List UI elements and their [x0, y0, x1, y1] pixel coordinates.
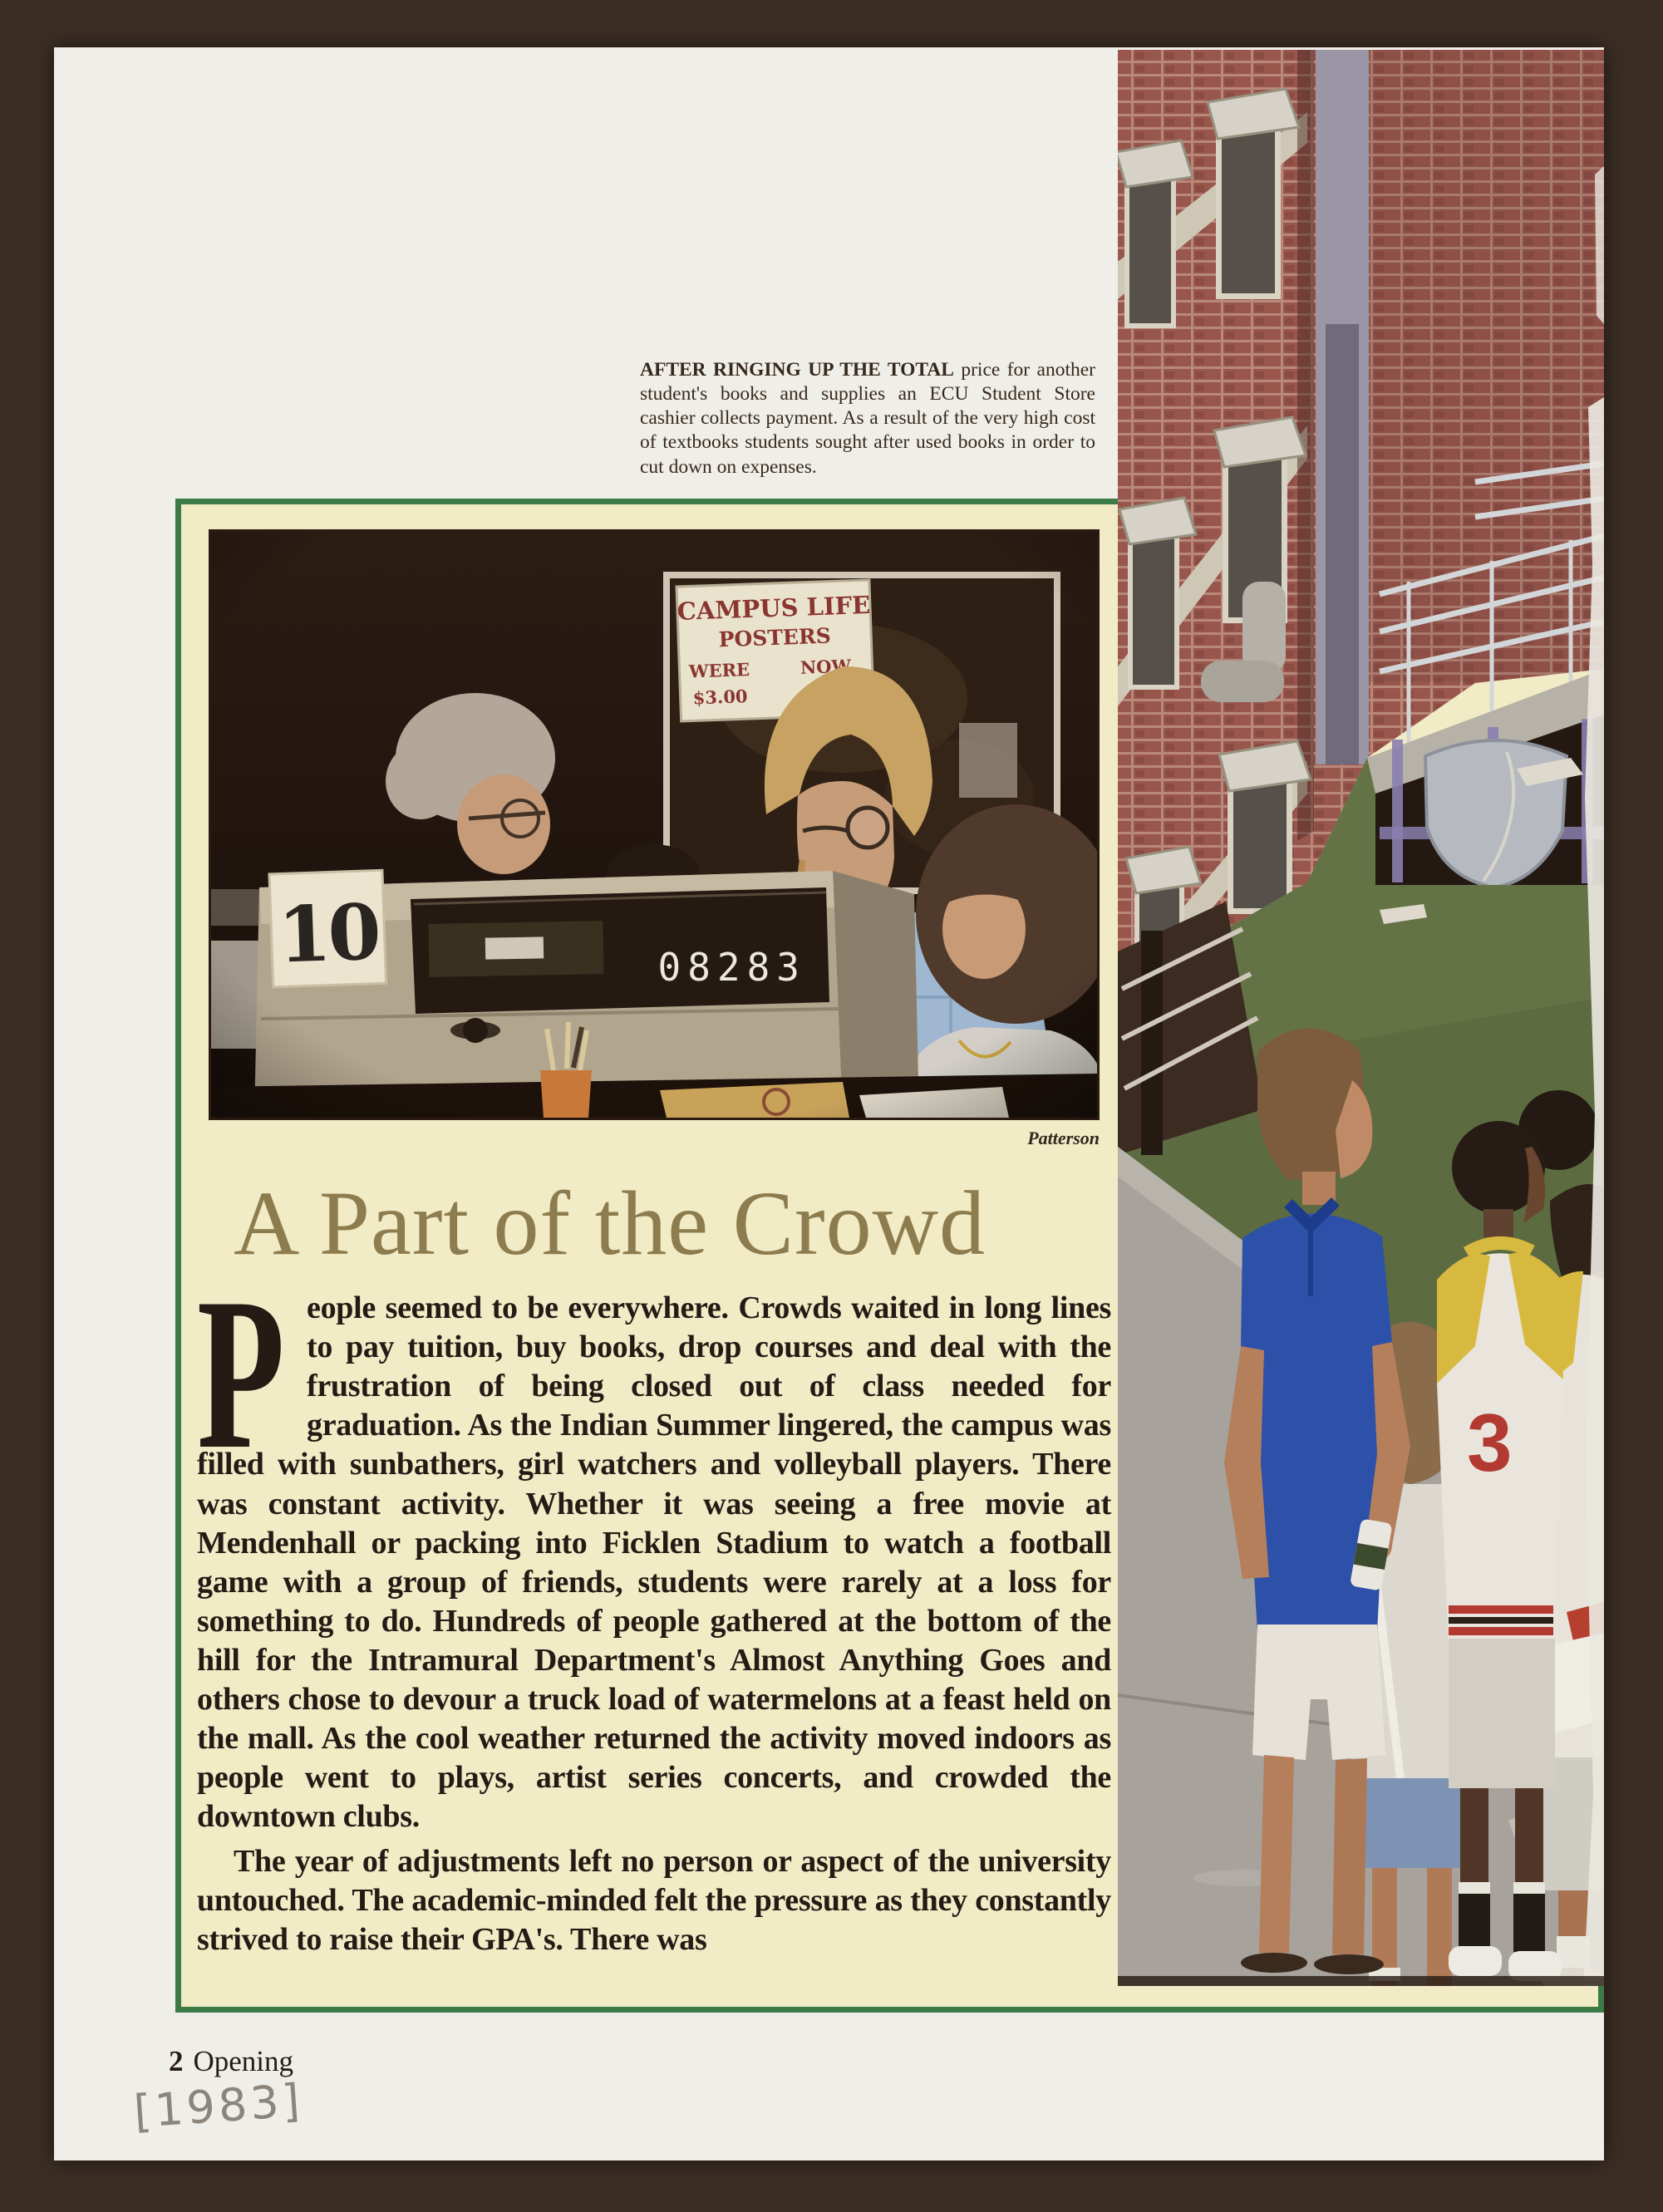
drop-cap: P: [197, 1253, 285, 1494]
photo-credit: Patterson: [1027, 1128, 1100, 1148]
section-label: Opening: [193, 2045, 294, 2077]
page-footer: [169, 2045, 293, 2078]
article-paragraph-2: The year of adjustments left no person or aspect of the university untouched. The academic-minded felt the pressure as they constantly strived to raise their GPA's. There was: [197, 1843, 1111, 1957]
page-number: 2: [169, 2045, 184, 2077]
yearbook-page: [54, 47, 1604, 2160]
campus-photo: [1118, 50, 1604, 1986]
paragraph-1-text: eople seemed to be everywhere. Crowds waited in long lines to pay tuition, buy books, drop courses and deal with the frustration of being closed out of class needed for graduation. As the Indian Summer lingered, the campus was filled with sunbathers, girl watchers and volleyball players. There was constant activity. Whether it was seeing a free movie at Mendenhall or packing into Ficklen Stadium to watch a football game with a group of friends, students were rarely at a loss for something to do. Hundreds of people gathered at the bottom of the hill for the Intramural Department's Almost Anything Goes and others chose to devour a truck load of watermelons at a feast held on the mall. As the cool weather returned the activity moved indoors as people went to plays, artist series concerts, and crowded the downtown clubs.: [197, 1290, 1111, 1835]
handwritten-note: [1983]: [132, 2073, 305, 2139]
photo-vignette: [211, 532, 1097, 1118]
campus-photo-art: [1118, 50, 1604, 1986]
denim-shorts: [1360, 1778, 1467, 1868]
flip-flop: [1241, 1953, 1307, 1973]
bookstore-photo-art: [211, 532, 1097, 1118]
black-sock: [1459, 1894, 1490, 1952]
sneaker: [1449, 1946, 1502, 1976]
photo-caption: [640, 358, 1095, 479]
caption-body: price for another student's books and supplies an ECU Student Store cashier collects payment. As a result of the very high cost of textbooks students sought after used books in order to cut down on expenses.: [640, 359, 1095, 478]
article-body: [197, 1253, 1111, 1959]
article-title: A Part of the Crowd: [234, 1172, 986, 1274]
photo-bottom-edge: [1118, 1976, 1604, 1986]
article-paragraph-1: [197, 1253, 1111, 1837]
caption-lead: AFTER RINGING UP THE TOTAL: [640, 359, 954, 381]
jersey-number: 3: [1467, 1397, 1513, 1488]
bookstore-photo: [209, 529, 1100, 1120]
